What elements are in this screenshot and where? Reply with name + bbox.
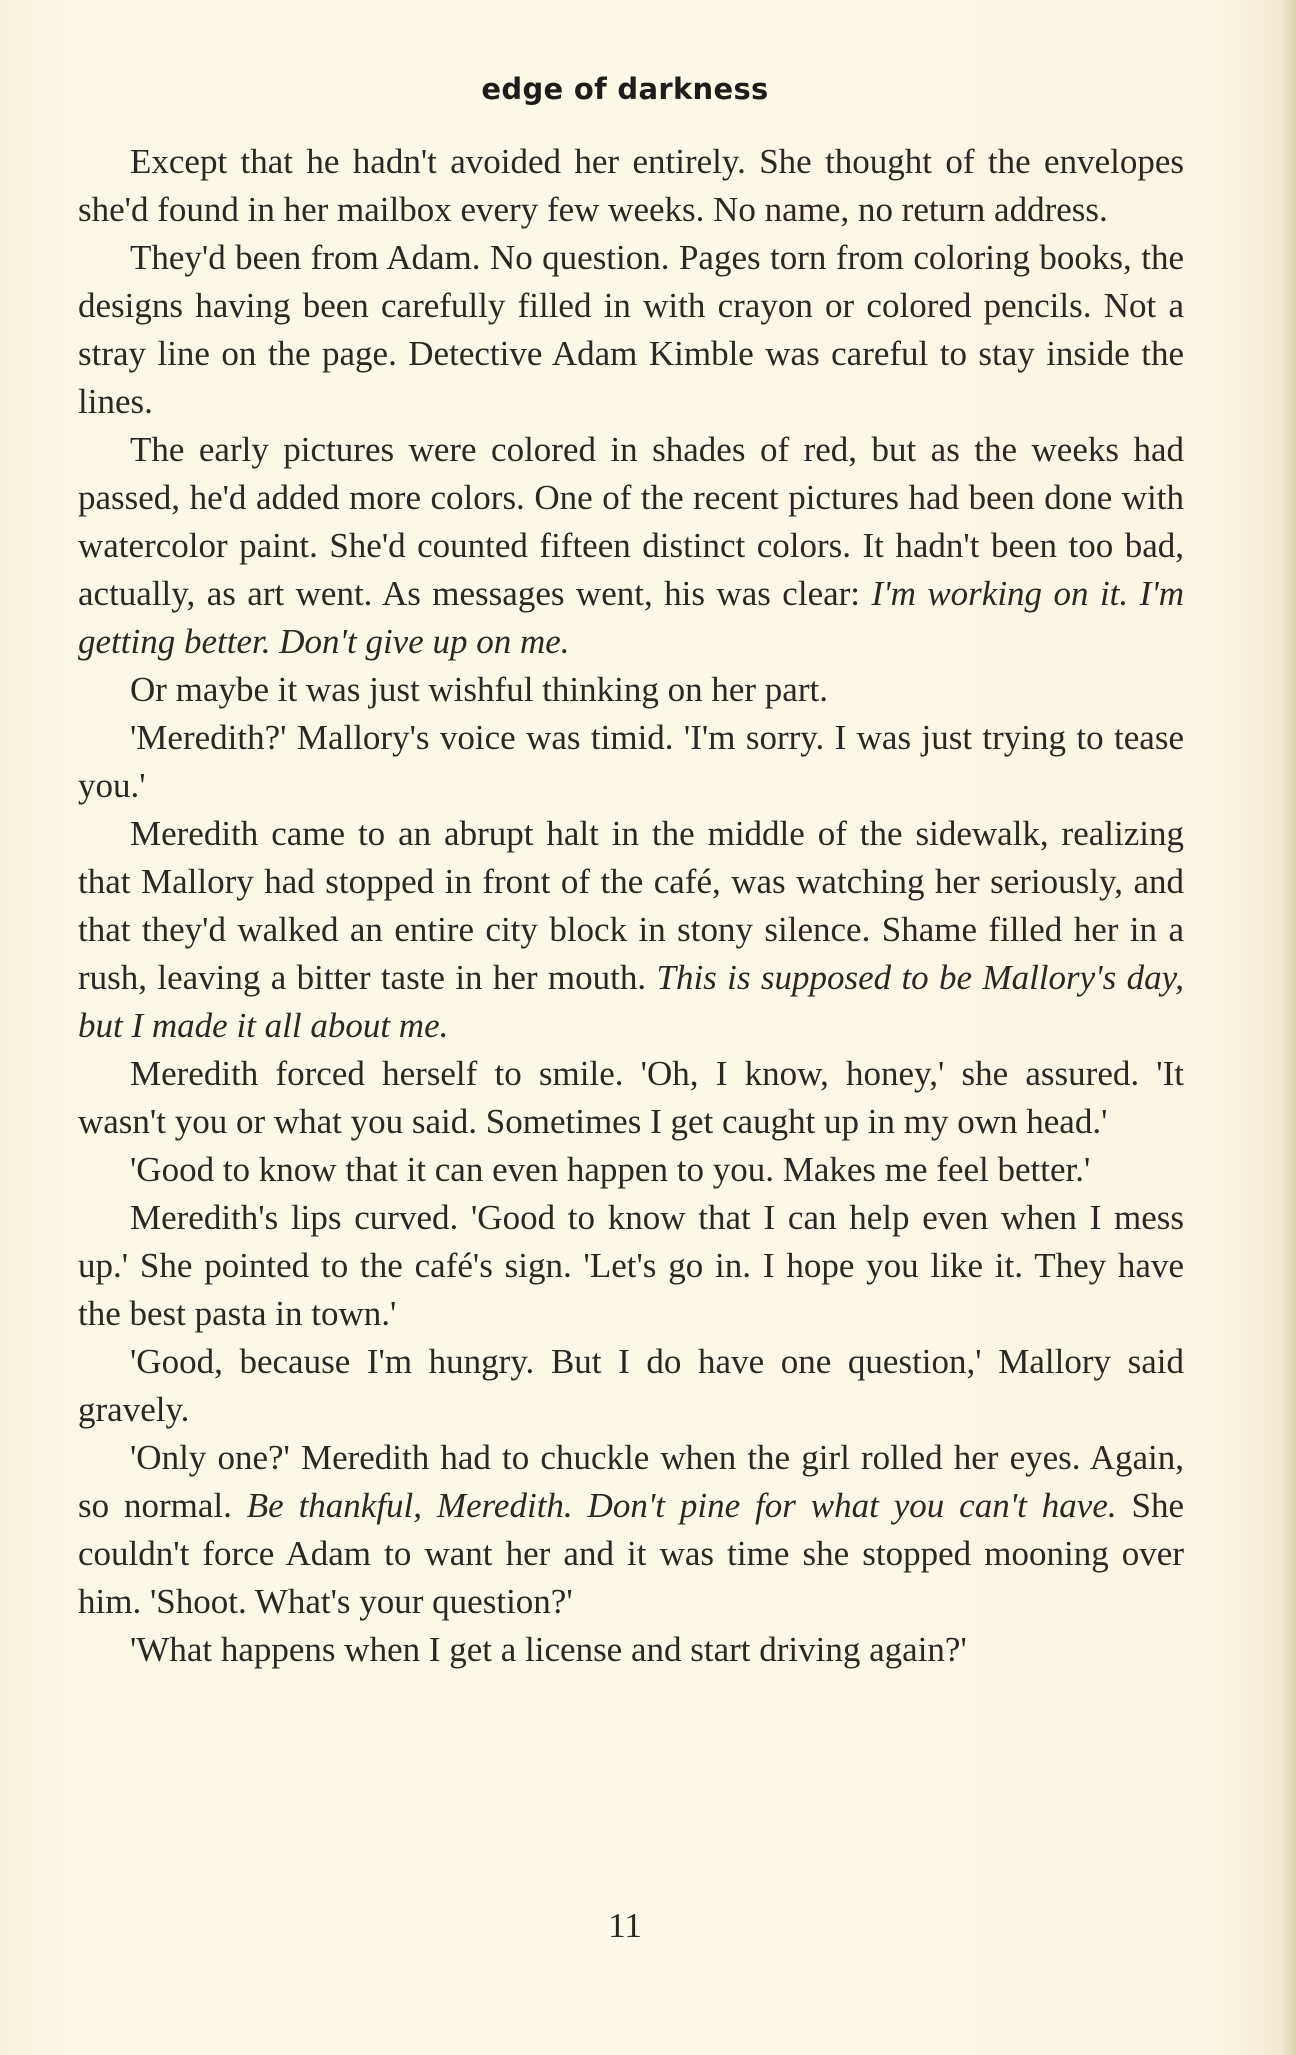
text-run: Meredith's lips curved. 'Good to know that I can help even when I mess up.' She pointed to the café's sign. 'Let's go in. I hope you like it. They have the best pasta in town.' — [78, 1198, 1184, 1333]
text-run: They'd been from Adam. No question. Pages torn from coloring books, the designs having been carefully filled in with crayon or colored pencils. Not a stray line on the page. Detective Adam Kimble was careful to stay inside the lines. — [78, 238, 1184, 421]
paragraph — [78, 1338, 1184, 1434]
page-edge-shadow — [1280, 0, 1296, 2055]
italic-text: This is supposed to be Mallory's day, but I made it all about me. — [78, 958, 1184, 1045]
text-run: 'Meredith?' Mallory's voice was timid. 'I'm sorry. I was just trying to tease you.' — [78, 718, 1184, 805]
paragraph — [78, 714, 1184, 810]
paragraph — [78, 1146, 1184, 1194]
text-run: 'What happens when I get a license and start driving again?' — [130, 1630, 967, 1669]
text-run: She couldn't force Adam to want her and it was time she stopped mooning over him. 'Shoot. What's your question?' — [78, 1486, 1185, 1621]
text-run: Meredith came to an abrupt halt in the middle of the sidewalk, realizing that Mallory had stopped in front of the café, was watching her seriously, and that they'd walked an entire city block in stony silence. Shame filled her in a rush, leaving a bitter taste in her mouth. — [78, 814, 1184, 997]
paragraph — [78, 234, 1184, 426]
paragraph — [78, 1194, 1184, 1338]
paragraph — [78, 810, 1184, 1050]
italic-text: I'm working on it. I'm getting better. Don't give up on me. — [78, 574, 1184, 661]
paragraph — [78, 1626, 1184, 1674]
text-run: Except that he hadn't avoided her entirely. She thought of the envelopes she'd found in her mailbox every few weeks. No name, no return address. — [78, 142, 1184, 229]
paragraph — [78, 666, 1184, 714]
text-run: 'Only one?' Meredith had to chuckle when the girl rolled her eyes. Again, so normal. — [78, 1438, 1184, 1525]
body-text — [78, 138, 1184, 1674]
text-run: Meredith forced herself to smile. 'Oh, I know, honey,' she assured. 'It wasn't you or what you said. Sometimes I get caught up in my own head.' — [78, 1054, 1184, 1141]
paragraph — [78, 1434, 1184, 1626]
text-run: Or maybe it was just wishful thinking on her part. — [130, 670, 828, 709]
text-run: 'Good to know that it can even happen to you. Makes me feel better.' — [130, 1150, 1091, 1189]
text-run: The early pictures were colored in shades of red, but as the weeks had passed, he'd added more colors. One of the recent pictures had been done with watercolor paint. She'd counted fifteen distinct colors. It hadn't been too bad, actually, as art went. As messages went, his was clear: — [78, 430, 1184, 613]
paragraph — [78, 1050, 1184, 1146]
paragraph — [78, 426, 1184, 666]
running-head: edge of darkness — [481, 72, 769, 106]
page-number: 11 — [608, 1906, 642, 1945]
text-run: 'Good, because I'm hungry. But I do have one question,' Mallory said gravely. — [78, 1342, 1184, 1429]
italic-text: Be thankful, Meredith. Don't pine for what you can't have. — [246, 1486, 1117, 1525]
paragraph — [78, 138, 1184, 234]
